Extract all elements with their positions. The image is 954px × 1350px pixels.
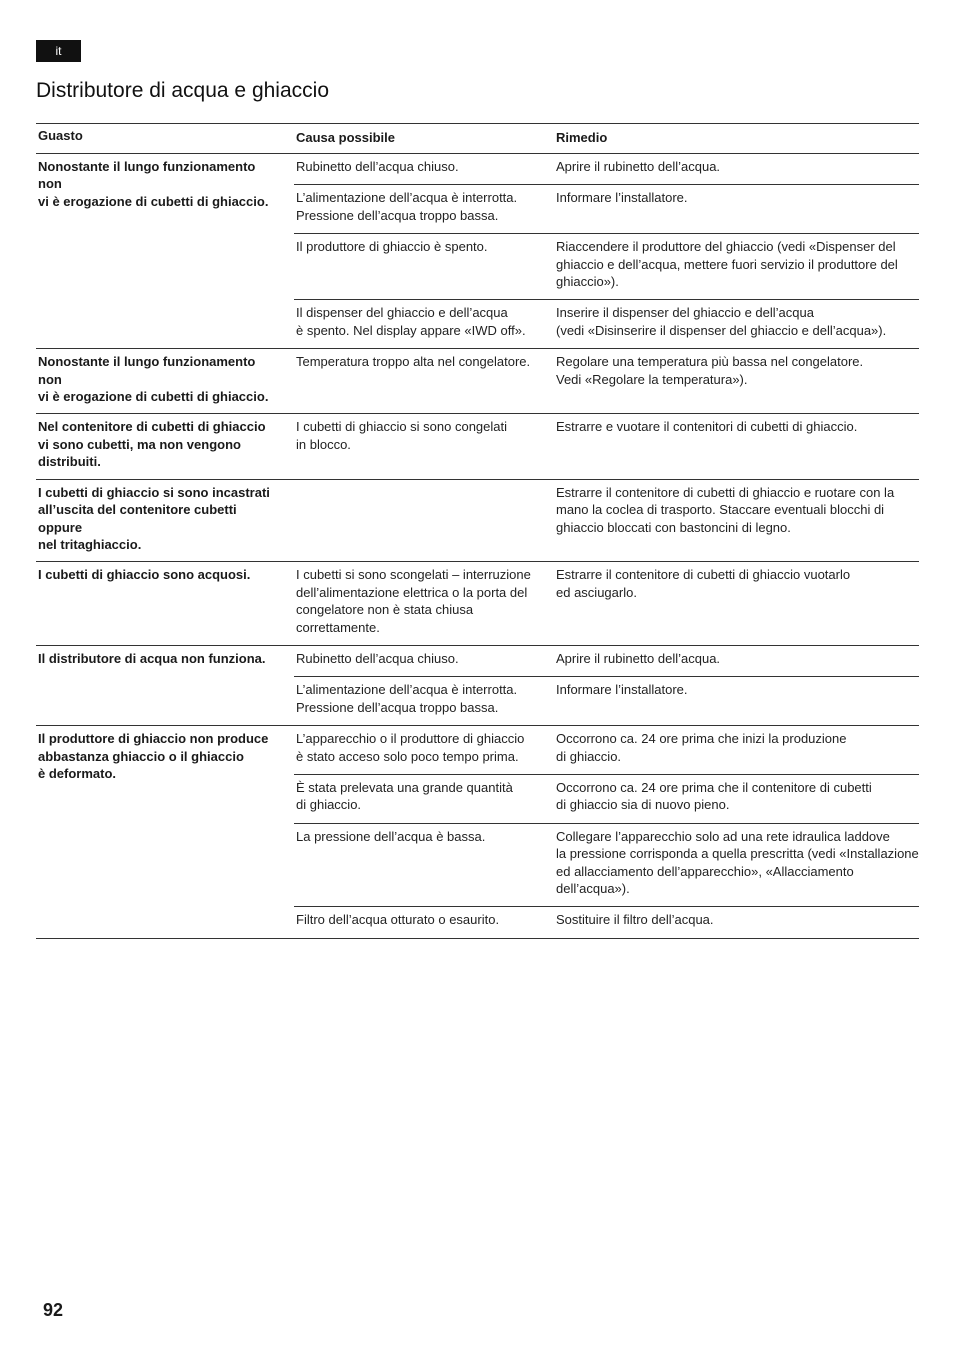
table-row xyxy=(294,349,919,397)
remedy-cell: Informare l’installatore. xyxy=(556,190,688,206)
remedy-cell: Riaccendere il produttore del ghiaccio (vedi «Dispenser del ghiaccio e dell’acqua, mettere fuori servizio il produttore del ghiaccio»). xyxy=(556,239,898,290)
remedy-cell: Occorrono ca. 24 ore prima che inizi la produzione di ghiaccio. xyxy=(556,731,847,764)
fault-group xyxy=(36,645,919,725)
remedy-cell: Collegare l’apparecchio solo ad una rete idraulica laddove la pressione corrisponda a quella prescritta (vedi «Installazione ed allacciamento dell’apparecchio», «Allacciamento dell’acqua»). xyxy=(556,828,919,896)
remedy-cell: Informare l’installatore. xyxy=(556,682,688,698)
fault-group xyxy=(36,348,919,413)
remedy-cell: Inserire il dispenser del ghiaccio e dell’acqua (vedi «Disinserire il dispenser del ghiaccio e dell’acqua»). xyxy=(556,305,887,338)
page-number: 92 xyxy=(43,1300,64,1320)
fault-rows xyxy=(294,480,919,562)
fault-rows xyxy=(294,646,919,725)
remedy-cell: Estrarre e vuotare il contenitori di cubetti di ghiaccio. xyxy=(556,419,858,435)
language-tag: it xyxy=(36,40,81,62)
table-bottom-rule xyxy=(36,938,919,939)
cause-cell: La pressione dell’acqua è bassa. xyxy=(296,828,486,844)
cause-cell: Il produttore di ghiaccio è spento. xyxy=(296,239,488,255)
cause-cell: L’alimentazione dell’acqua è interrotta. Pressione dell’acqua troppo bassa. xyxy=(296,190,518,223)
fault-text: Il distributore di acqua non funziona. xyxy=(38,650,266,666)
fault-rows xyxy=(294,349,919,413)
cause-cell: I cubetti di ghiaccio si sono congelati in blocco. xyxy=(296,419,508,452)
remedy-cell: Estrarre il contenitore di cubetti di ghiaccio e ruotare con la mano la coclea di trasporto. Staccare eventuali blocchi di ghiaccio bloccati con bastoncini di legno. xyxy=(556,484,895,535)
fault-group xyxy=(36,413,919,478)
header-remedy: Rimedio xyxy=(556,130,608,145)
fault-text: I cubetti di ghiaccio si sono incastrati all’uscita del contenitore cubetti oppure nel tritaghiaccio. xyxy=(38,484,270,552)
fault-group xyxy=(36,561,919,645)
fault-group xyxy=(36,153,919,348)
fault-group xyxy=(36,725,919,938)
table-row xyxy=(294,233,919,299)
remedy-cell: Regolare una temperatura più bassa nel congelatore. Vedi «Regolare la temperatura»). xyxy=(556,354,864,387)
table-row xyxy=(294,906,919,937)
fault-text: Nonostante il lungo funzionamento non vi è erogazione di cubetti di ghiaccio. xyxy=(38,159,269,209)
cause-cell: Filtro dell’acqua otturato o esaurito. xyxy=(296,912,500,928)
remedy-cell: Occorrono ca. 24 ore prima che il contenitore di cubetti di ghiaccio sia di nuovo pieno. xyxy=(556,779,872,813)
table-row xyxy=(294,480,919,545)
fault-text: I cubetti di ghiaccio sono acquosi. xyxy=(38,567,251,583)
table-row xyxy=(294,562,919,645)
troubleshooting-table xyxy=(36,123,919,939)
remedy-cell: Sostituire il filtro dell’acqua. xyxy=(556,912,714,928)
table-body xyxy=(36,153,919,938)
fault-text: Nonostante il lungo funzionamento non vi è erogazione di cubetti di ghiaccio. xyxy=(38,354,269,405)
table-row xyxy=(294,726,919,774)
cause-cell: Rubinetto dell’acqua chiuso. xyxy=(296,159,459,174)
table-row xyxy=(294,154,919,184)
table-row xyxy=(294,676,919,725)
cause-cell xyxy=(294,480,542,545)
fault-rows xyxy=(294,562,919,645)
remedy-cell: Aprire il rubinetto dell’acqua. xyxy=(556,159,721,174)
fault-text: Nel contenitore di cubetti di ghiaccio vi sono cubetti, ma non vengono distribuiti. xyxy=(38,419,266,470)
table-row xyxy=(294,774,919,823)
fault-rows xyxy=(294,154,919,348)
cause-cell: È stata prelevata una grande quantità di ghiaccio. xyxy=(296,779,513,813)
cause-cell: L’apparecchio o il produttore di ghiaccio è stato acceso solo poco tempo prima. xyxy=(296,731,525,764)
page-title: Distributore di acqua e ghiaccio xyxy=(36,79,329,102)
fault-text: Il produttore di ghiaccio non produce abbastanza ghiaccio o il ghiaccio è deformato. xyxy=(38,731,269,781)
cause-cell: Il dispenser del ghiaccio e dell’acqua è spento. Nel display appare «IWD off». xyxy=(296,305,526,338)
header-fault: Guasto xyxy=(38,128,83,143)
table-row xyxy=(294,823,919,907)
table-row xyxy=(294,299,919,348)
cause-cell: Rubinetto dell’acqua chiuso. xyxy=(296,650,459,666)
remedy-cell: Estrarre il contenitore di cubetti di ghiaccio vuotarlo ed asciugarlo. xyxy=(556,567,851,600)
cause-cell: Temperatura troppo alta nel congelatore. xyxy=(296,354,531,370)
table-row xyxy=(294,414,919,462)
fault-rows xyxy=(294,414,919,478)
fault-rows xyxy=(294,726,919,938)
table-row xyxy=(294,184,919,233)
remedy-cell: Aprire il rubinetto dell’acqua. xyxy=(556,650,721,666)
table-header xyxy=(36,123,919,153)
header-cause: Causa possibile xyxy=(296,130,395,145)
cause-cell: L’alimentazione dell’acqua è interrotta. Pressione dell’acqua troppo bassa. xyxy=(296,682,518,715)
table-row xyxy=(294,646,919,676)
fault-group xyxy=(36,479,919,562)
cause-cell: I cubetti si sono scongelati – interruzione dell’alimentazione elettrica o la porta del congelatore non è stata chiusa correttamente. xyxy=(296,567,531,635)
